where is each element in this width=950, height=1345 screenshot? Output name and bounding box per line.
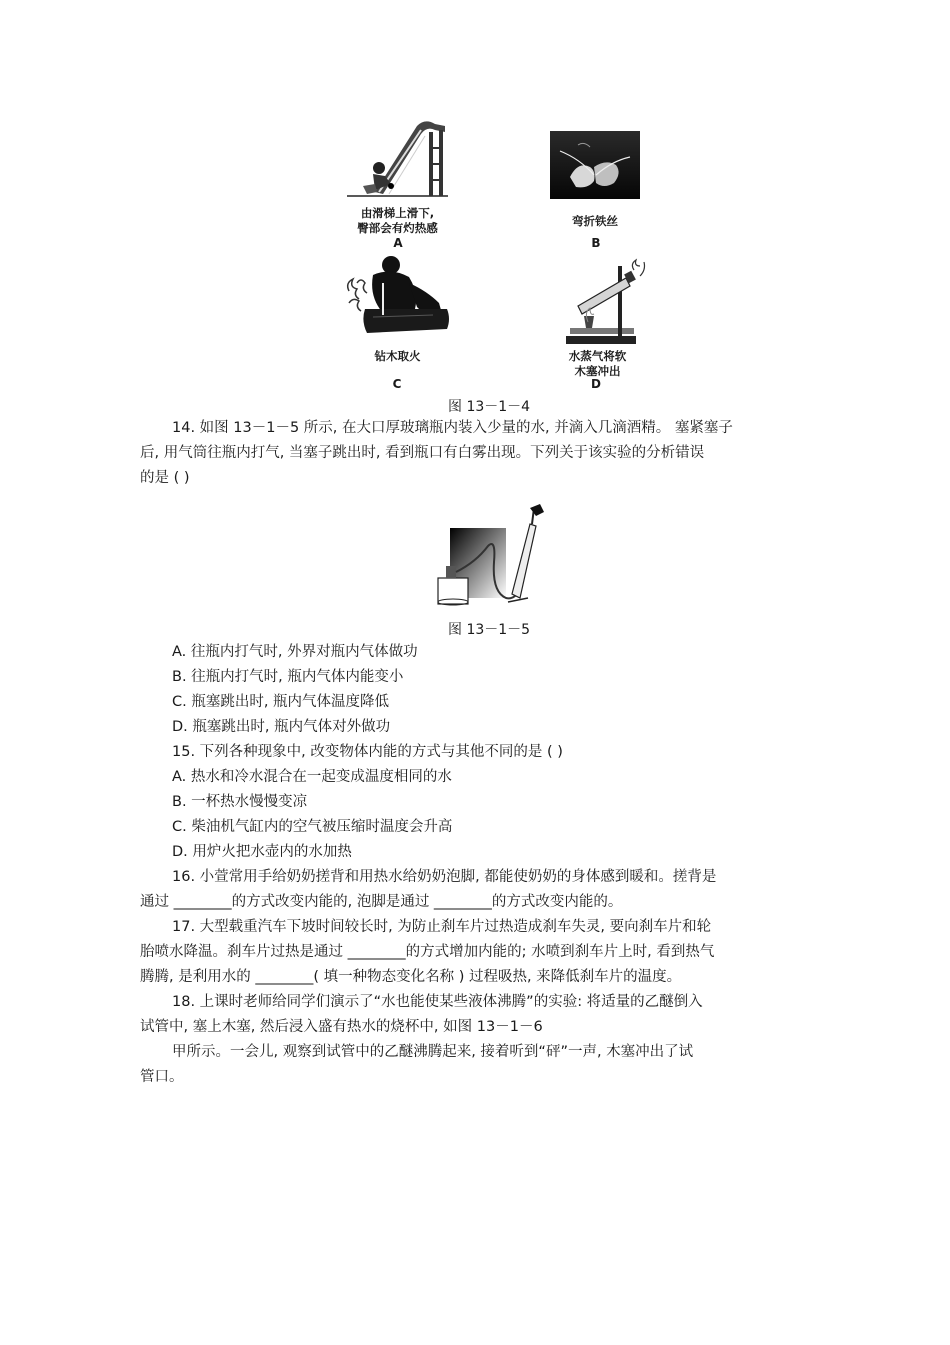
panel-d-letter: D [591, 377, 601, 391]
figure-13-1-4-label: 图 13－1－4 [448, 399, 531, 415]
q18-line-2: 试管中, 塞上木塞, 然后浸入盛有热水的烧杯中, 如图 13－1－6 [140, 1019, 543, 1035]
figure-13-1-5-label: 图 13－1－5 [448, 622, 531, 638]
q14-option-a: A. 往瓶内打气时, 外界对瓶内气体做功 [172, 644, 418, 660]
panel-b-letter: B [591, 236, 601, 250]
steam-cork-apparatus [560, 256, 650, 348]
q14-line-3: 的是 ( ) [140, 470, 190, 486]
bending-wire-photo [550, 131, 640, 199]
panel-d-caption-2: 木塞冲出 [574, 364, 621, 378]
q15-option-c: C. 柴油机气缸内的空气被压缩时温度会升高 [172, 819, 453, 835]
q16-line-1: 16. 小萱常用手给奶奶搓背和用热水给奶奶泡脚, 都能使奶奶的身体感到暖和。搓背是 [172, 869, 717, 885]
q16-line-2: 通过 ________的方式改变内能的, 泡脚是通过 ________的方式改变内能的。 [140, 894, 623, 910]
q17-line-2: 胎喷水降温。刹车片过热是通过 ________的方式增加内能的; 水喷到刹车片上时, 看到热气 [140, 944, 715, 960]
panel-d-caption-1: 水蒸气将软 [568, 349, 627, 363]
q15-option-d: D. 用炉火把水壶内的水加热 [172, 844, 352, 860]
bottle-pump-apparatus [436, 502, 548, 610]
slide-illustration [345, 118, 450, 200]
q15-option-a: A. 热水和冷水混合在一起变成温度相同的水 [172, 769, 452, 785]
q14-option-c: C. 瓶塞跳出时, 瓶内气体温度降低 [172, 694, 390, 710]
panel-b-caption: 弯折铁丝 [572, 214, 618, 228]
q14-option-d: D. 瓶塞跳出时, 瓶内气体对外做功 [172, 719, 391, 735]
q17-line-1: 17. 大型载重汽车下坡时间较长时, 为防止刹车片过热造成刹车失灵, 要向刹车片和轮 [172, 919, 712, 935]
q14-line-2: 后, 用气筒往瓶内打气, 当塞子跳出时, 看到瓶口有白雾出现。下列关于该实验的分析错误 [140, 445, 705, 461]
q18-line-3: 甲所示。一会儿, 观察到试管中的乙醚沸腾起来, 接着听到“砰”一声, 木塞冲出了试 [172, 1044, 694, 1060]
panel-a-caption-1: 由滑梯上滑下, [360, 206, 435, 220]
q18-line-1: 18. 上课时老师给同学们演示了“水也能使某些液体沸腾”的实验: 将适量的乙醚倒入 [172, 994, 703, 1010]
panel-a-letter: A [393, 236, 403, 250]
q15-option-b: B. 一杯热水慢慢变凉 [172, 794, 308, 810]
q14-option-b: B. 往瓶内打气时, 瓶内气体内能变小 [172, 669, 404, 685]
q15-stem: 15. 下列各种现象中, 改变物体内能的方式与其他不同的是 ( ) [172, 744, 563, 760]
panel-a-caption-2: 臀部会有灼热感 [357, 221, 438, 235]
panel-c-letter: C [392, 377, 402, 391]
q17-line-3: 腾腾, 是利用水的 ________( 填一种物态变化名称 ) 过程吸热, 来降低刹车片的温度。 [140, 969, 682, 985]
panel-c-caption: 钻木取火 [374, 349, 421, 363]
q14-line-1: 14. 如图 13－1－5 所示, 在大口厚玻璃瓶内装入少量的水, 并滴入几滴酒精。 塞紧塞子 [172, 420, 733, 436]
q18-line-4: 管口。 [140, 1069, 184, 1085]
drilling-wood-fire-illustration [343, 253, 453, 343]
